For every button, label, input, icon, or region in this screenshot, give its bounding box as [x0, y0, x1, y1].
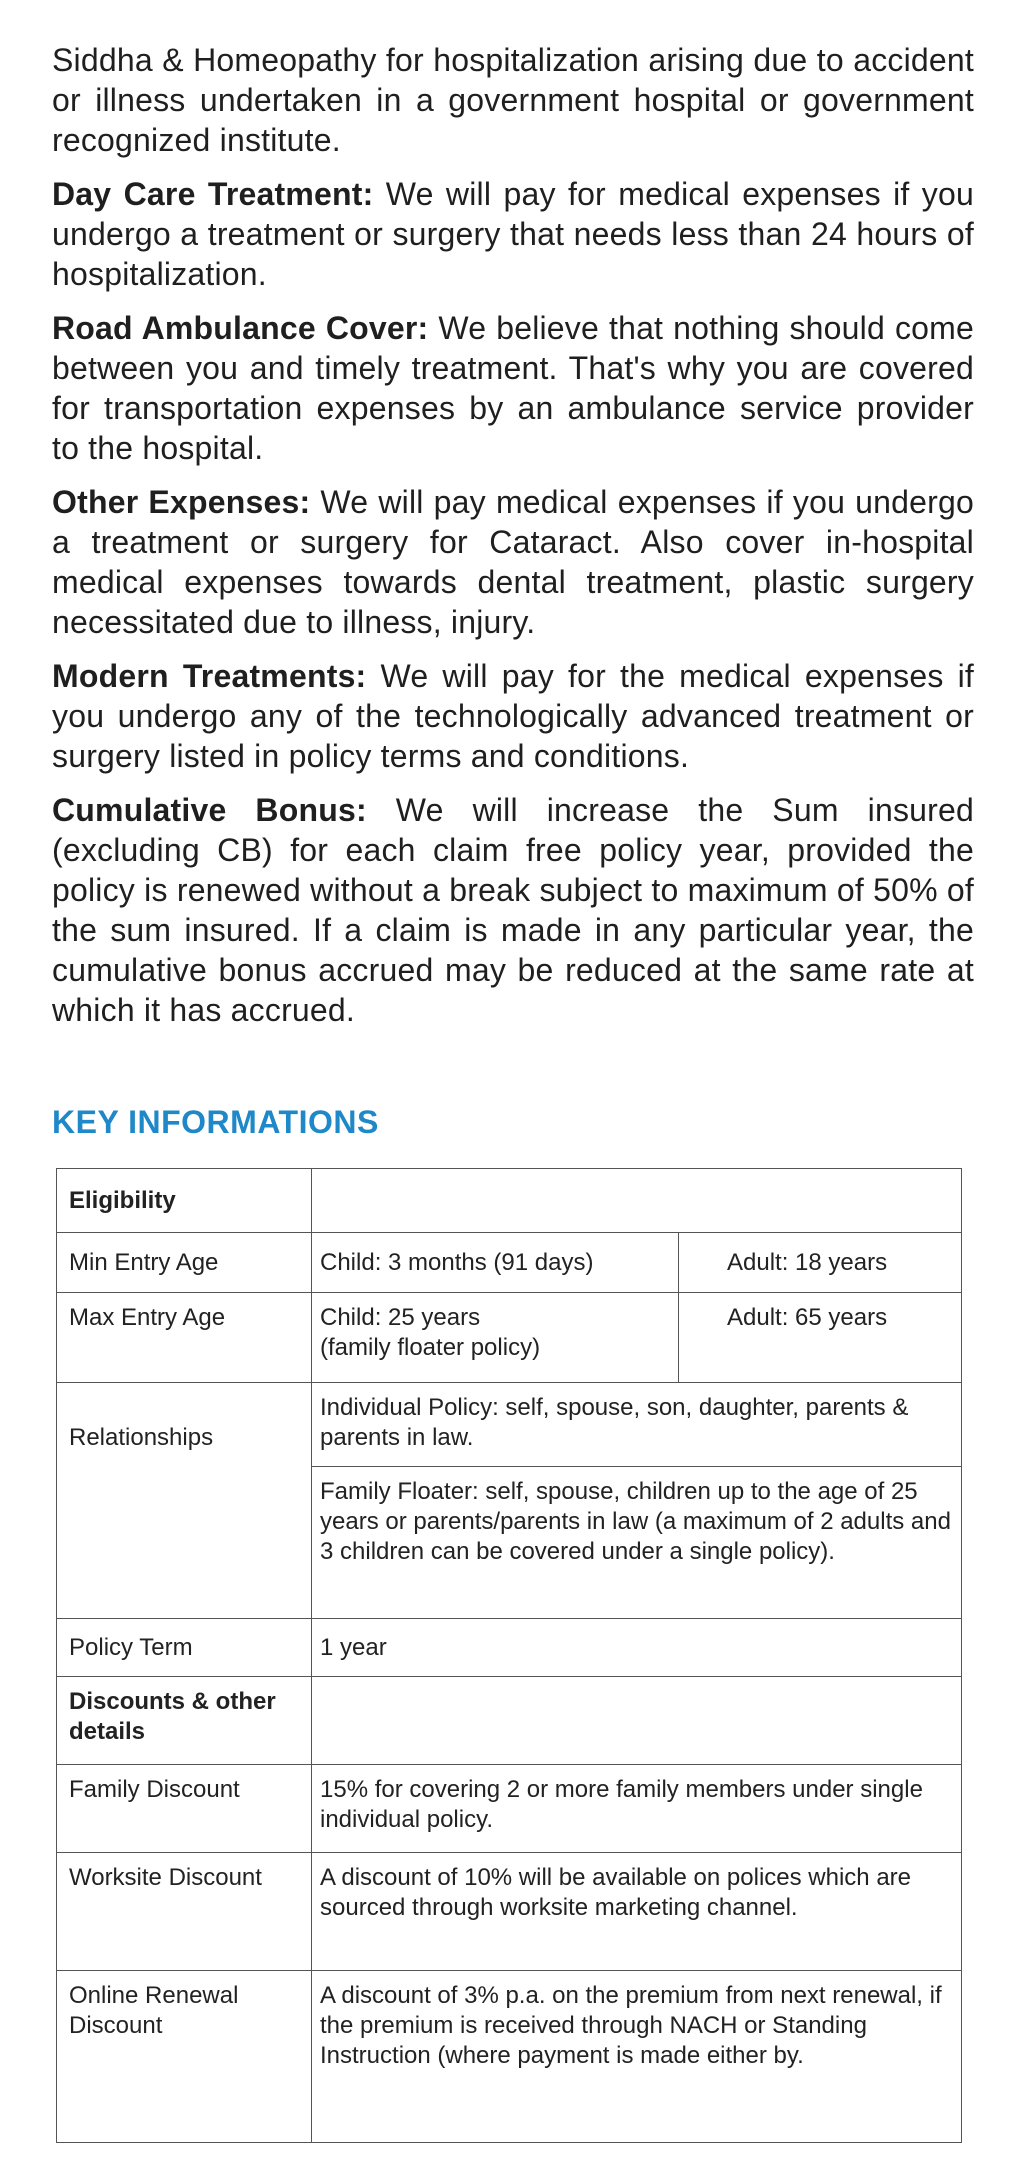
eligibility-heading: Eligibility [57, 1169, 312, 1233]
policy-term-value: 1 year [312, 1619, 962, 1677]
paragraph-heading: Day Care Treatment: [52, 176, 374, 212]
table-row [57, 1383, 962, 1467]
paragraph-text: We believe that nothing should come between you and timely treatment. That's why you are covered for transportation expenses by an ambulance service provider to the hospital. [52, 310, 975, 466]
paragraph-other-expenses [52, 482, 974, 642]
min-entry-age-adult: Adult: 18 years [679, 1233, 962, 1293]
family-discount-label: Family Discount [57, 1765, 312, 1853]
discounts-heading: Discounts & other details [57, 1677, 312, 1765]
paragraph-text: Siddha & Homeopathy for hospitalization arising due to accident or illness undertaken in a government hospital or government recognized institute. [52, 42, 974, 158]
max-entry-age-child-line1: Child: 25 years [320, 1304, 481, 1331]
paragraph-heading: Other Expenses: [52, 484, 311, 520]
paragraph-siddha [52, 40, 974, 160]
table-row [57, 1619, 962, 1677]
table-row [57, 1677, 962, 1765]
max-entry-age-child [312, 1293, 679, 1383]
paragraph-heading: Cumulative Bonus: [52, 792, 367, 828]
paragraph-text: We will pay medical expenses if you undergo a treatment or surgery for Cataract. Also cover in-hospital medical expenses towards dental treatment, plastic surgery necessitated due to illness, injury. [52, 484, 975, 640]
paragraph-text: We will pay for the medical expenses if you undergo any of the technologically advanced treatment or surgery listed in policy terms and conditions. [52, 658, 974, 774]
table-row [57, 1765, 962, 1853]
min-entry-age-child: Child: 3 months (91 days) [312, 1233, 679, 1293]
worksite-discount-value: A discount of 10% will be available on polices which are sourced through worksite marketing channel. [312, 1853, 962, 1971]
key-info-table [56, 1168, 962, 2143]
table-row [57, 1293, 962, 1383]
table-row [57, 1853, 962, 1971]
relationships-individual: Individual Policy: self, spouse, son, daughter, parents & parents in law. [312, 1383, 962, 1467]
paragraph-heading: Road Ambulance Cover: [52, 310, 429, 346]
paragraph-day-care [52, 174, 974, 294]
empty-cell [312, 1677, 962, 1765]
policy-term-label: Policy Term [57, 1619, 312, 1677]
paragraph-road-ambulance [52, 308, 974, 468]
family-discount-value: 15% for covering 2 or more family members under single individual policy. [312, 1765, 962, 1853]
table-row [57, 1169, 962, 1233]
benefits-text [52, 40, 974, 1044]
paragraph-text: We will increase the Sum insured (excluding CB) for each claim free policy year, provided the policy is renewed without a break subject to maximum of 50% of the sum insured. If a claim is made in any particular year, the cumulative bonus accrued may be reduced at the same rate at which it has accrued. [52, 792, 974, 1028]
relationships-floater: Family Floater: self, spouse, children up to the age of 25 years or parents/parents in law (a maximum of 2 adults and 3 children can be covered under a single policy). [312, 1467, 962, 1619]
max-entry-age-label: Max Entry Age [57, 1293, 312, 1383]
section-title: KEY INFORMATIONS [52, 1104, 379, 1140]
max-entry-age-child-line2: (family floater policy) [320, 1334, 541, 1361]
online-renewal-discount-label: Online Renewal Discount [57, 1971, 312, 2143]
min-entry-age-label: Min Entry Age [57, 1233, 312, 1293]
worksite-discount-label: Worksite Discount [57, 1853, 312, 1971]
empty-cell [312, 1169, 962, 1233]
paragraph-modern-treatments [52, 656, 974, 776]
paragraph-text: We will pay for medical expenses if you undergo a treatment or surgery that needs less than 24 hours of hospitalization. [52, 176, 974, 292]
table-row [57, 1971, 962, 2143]
table-row [57, 1233, 962, 1293]
online-renewal-discount-value: A discount of 3% p.a. on the premium from next renewal, if the premium is received through NACH or Standing Instruction (where payment is made either by. [312, 1971, 962, 2143]
relationships-label: Relationships [57, 1383, 312, 1619]
paragraph-cumulative-bonus [52, 790, 974, 1030]
max-entry-age-adult: Adult: 65 years [679, 1293, 962, 1383]
paragraph-heading: Modern Treatments: [52, 658, 367, 694]
